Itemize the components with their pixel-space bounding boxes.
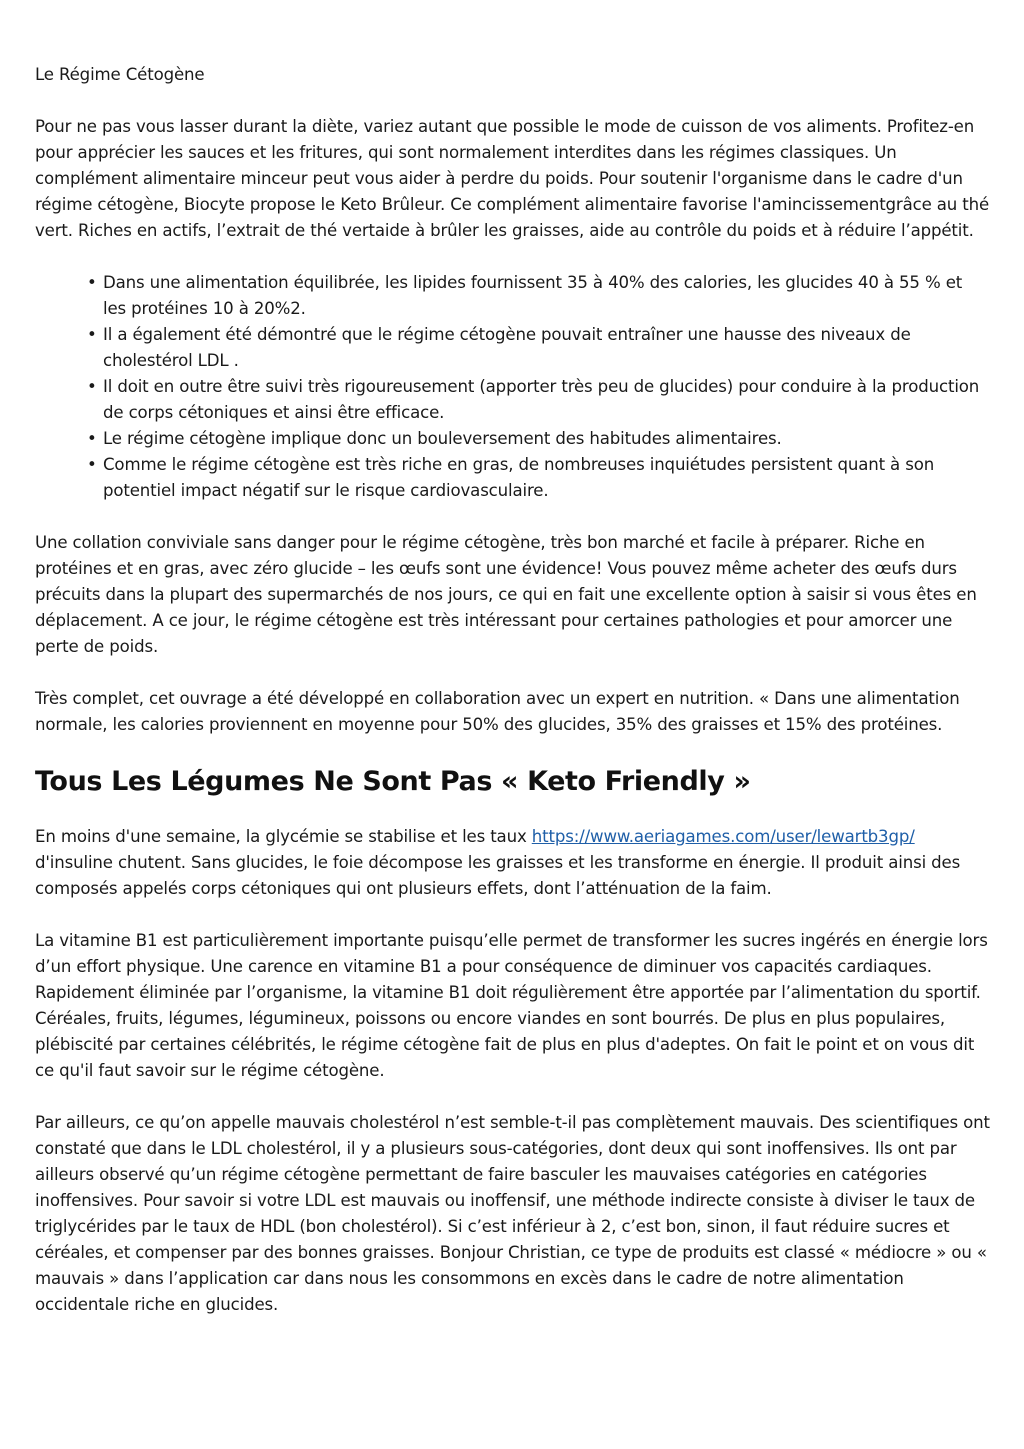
list-item: • Il doit en outre être suivi très rigoureusement (apporter très peu de glucides) pour conduire à la production de corps cétoniques et ainsi être efficace. xyxy=(103,374,990,426)
external-link[interactable]: https://www.aeriagames.com/user/lewartb3gp/ xyxy=(531,827,915,846)
document-title: Le Régime Cétogène xyxy=(35,65,205,84)
list-item: • Le régime cétogène implique donc un bouleversement des habitudes alimentaires. xyxy=(103,426,990,452)
paragraph-book-nutrition: Très complet, cet ouvrage a été développé en collaboration avec un expert en nutrition. « Dans une alimentation normale, les calories proviennent en moyenne pour 50% des glucides, 35% des graisses et 15% des protéines. xyxy=(35,689,960,734)
paragraph-eggs-snack: Une collation conviviale sans danger pour le régime cétogène, très bon marché et facile à préparer. Riche en protéines et en gras, avec zéro glucide – les œufs sont une évidence! Vous pouvez même acheter des œufs durs précuits dans la plupart des supermarchés de nos jours, ce qui en fait une excellente option à saisir si vous êtes en déplacement. A ce jour, le régime cétogène est très intéressant pour certaines pathologies et pour amorcer une perte de poids. xyxy=(35,533,977,656)
paragraph-glycemia xyxy=(35,824,990,902)
list-item: • Comme le régime cétogène est très riche en gras, de nombreuses inquiétudes persistent quant à son potentiel impact négatif sur le risque cardiovasculaire. xyxy=(103,452,990,504)
intro-paragraph: Pour ne pas vous lasser durant la diète, variez autant que possible le mode de cuisson de vos aliments. Profitez-en pour apprécier les sauces et les fritures, qui sont normalement interdites dans les régimes classiques. Un complément alimentaire minceur peut vous aider à perdre du poids. Pour soutenir l'organisme dans le cadre d'un régime cétogène, Biocyte propose le Keto Brûleur. Ce complément alimentaire favorise l'amincissementgrâce au thé vert. Riches en actifs, l’extrait de thé vertaide à brûler les graisses, aide au contrôle du poids et à réduire l’appétit. xyxy=(35,117,990,240)
list-item: • Il a également été démontré que le régime cétogène pouvait entraîner une hausse des niveaux de cholestérol LDL . xyxy=(103,322,990,374)
paragraph-text-before-link: En moins d'une semaine, la glycémie se stabilise et les taux xyxy=(35,827,532,846)
paragraph-text-after-link: d'insuline chutent. Sans glucides, le foie décompose les graisses et les transforme en énergie. Il produit ainsi des composés appelés corps cétoniques qui ont plusieurs effets, dont l’atténuation de la faim. xyxy=(35,853,961,898)
section-heading: Tous Les Légumes Ne Sont Pas « Keto Friendly » xyxy=(35,766,751,797)
document-page xyxy=(35,62,990,1344)
list-item: • Dans une alimentation équilibrée, les lipides fournissent 35 à 40% des calories, les glucides 40 à 55 % et les protéines 10 à 20%2. xyxy=(103,270,990,322)
paragraph-vitamin-b1: La vitamine B1 est particulièrement importante puisqu’elle permet de transformer les sucres ingérés en énergie lors d’un effort physique. Une carence en vitamine B1 a pour conséquence de diminuer vos capacités cardiaques. Rapidement éliminée par l’organisme, la vitamine B1 doit régulièrement être apportée par l’alimentation du sportif. Céréales, fruits, légumes, légumineux, poissons ou encore viandes en sont bourrés. De plus en plus populaires, plébiscité par certaines célébrités, le régime cétogène fait de plus en plus d'adeptes. On fait le point et on vous dit ce qu'il faut savoir sur le régime cétogène. xyxy=(35,931,988,1080)
paragraph-cholesterol: Par ailleurs, ce qu’on appelle mauvais cholestérol n’est semble-t-il pas complètement mauvais. Des scientifiques ont constaté que dans le LDL cholestérol, il y a plusieurs sous-catégories, dont deux qui sont inoffensives. Ils ont par ailleurs observé qu’un régime cétogène permettant de faire basculer les mauvaises catégories en catégories inoffensives. Pour savoir si votre LDL est mauvais ou inoffensif, une méthode indirecte consiste à diviser le taux de triglycérides par le taux de HDL (bon cholestérol). Si c’est inférieur à 2, c’est bon, sinon, il faut réduire sucres et céréales, et compenser par des bonnes graisses. Bonjour Christian, ce type de produits est classé « médiocre » ou « mauvais » dans l’application car dans nous les consommons en excès dans le cadre de notre alimentation occidentale riche en glucides. xyxy=(35,1113,990,1314)
bullet-list xyxy=(35,270,990,504)
